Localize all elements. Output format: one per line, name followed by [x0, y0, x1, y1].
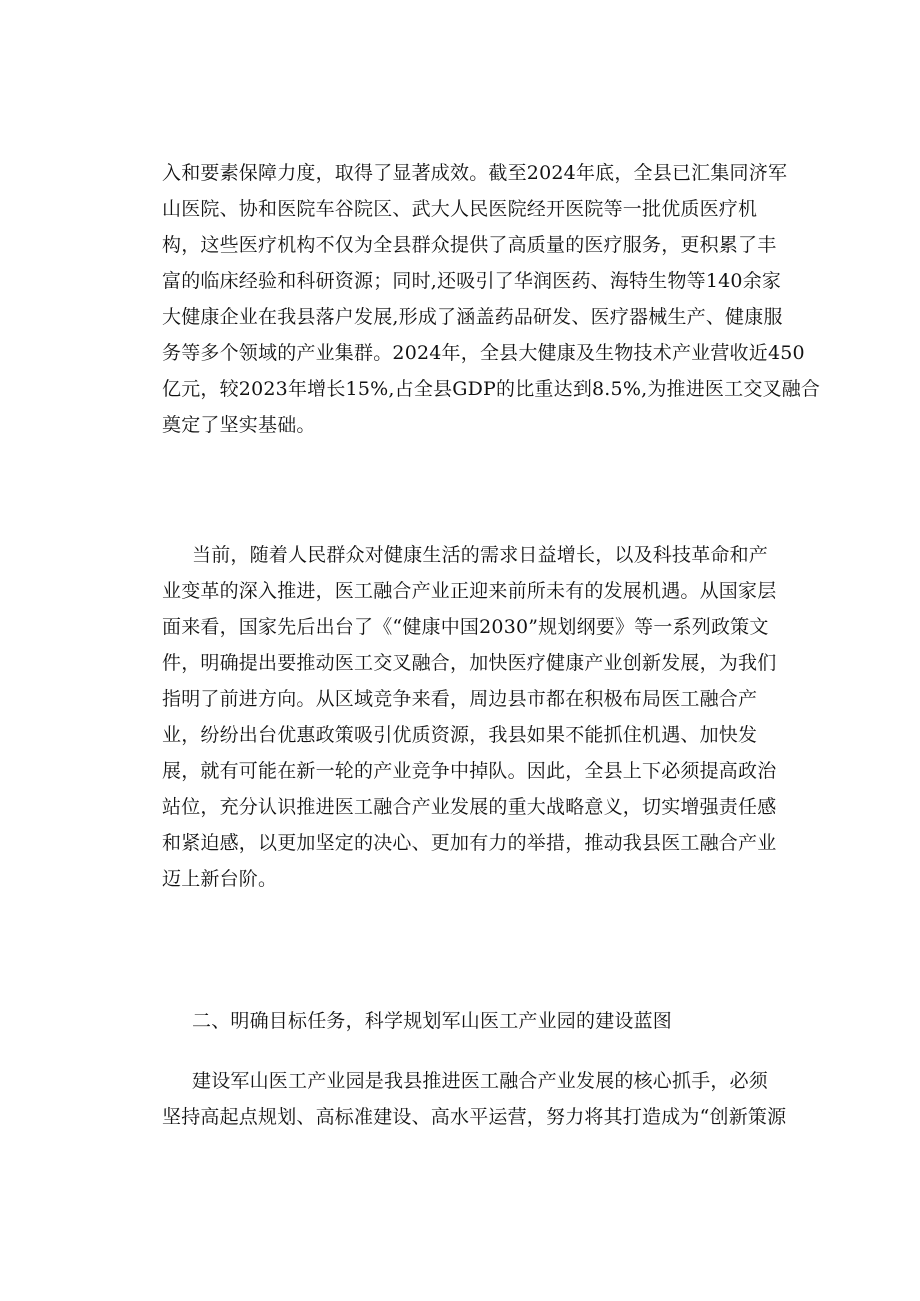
paragraph-line: 大健康企业在我县落户发展,形成了涵盖药品研发、医疗器械生产、健康服 — [162, 306, 783, 328]
paragraph-line: 山医院、协和医院车谷院区、武大人民医院经开医院等一批优质医疗机 — [162, 198, 758, 220]
paragraph-line: 展，就有可能在新一轮的产业竞争中掉队。因此，全县上下必须提高政治 — [162, 760, 777, 782]
paragraph-line: 建设军山医工产业园是我县推进医工融合产业发展的核心抓手，必须 — [192, 1070, 769, 1092]
paragraph-line: 坚持高起点规划、高标准建设、高水平运营，努力将其打造成为“创新策源 — [162, 1106, 787, 1128]
paragraph-line: 和紧迫感，以更加坚定的决心、更加有力的举措，推动我县医工融合产业 — [162, 832, 777, 854]
paragraph-line: 站位，充分认识推进医工融合产业发展的重大战略意义，切实增强责任感 — [162, 796, 777, 818]
paragraph-line: 构，这些医疗机构不仅为全县群众提供了高质量的医疗服务，更积累了丰 — [162, 234, 777, 256]
paragraph-line: 富的临床经验和科研资源；同时,还吸引了华润医药、海特生物等140余家 — [162, 270, 782, 292]
section-heading-2 — [162, 1003, 802, 1039]
paragraph-line: 指明了前进方向。从区域竞争来看，周边县市都在积极布局医工融合产 — [162, 688, 758, 710]
paragraph-line: 亿元，较2023年增长15%,占全县GDP的比重达到8.5%,为推进医工交叉融合 — [162, 378, 821, 400]
paragraph-1 — [162, 155, 821, 443]
paragraph-line: 务等多个领域的产业集群。2024年，全县大健康及生物技术产业营收近450 — [162, 342, 805, 364]
paragraph-line: 入和要素保障力度，取得了显著成效。截至2024年底，全县已汇集同济军 — [162, 162, 788, 184]
paragraph-line: 业变革的深入推进，医工融合产业正迎来前所未有的发展机遇。从国家层 — [162, 580, 777, 602]
paragraph-line: 件，明确提出要推动医工交叉融合，加快医疗健康产业创新发展，为我们 — [162, 652, 777, 674]
section-heading: 二、明确目标任务，科学规划军山医工产业园的建设蓝图 — [192, 1010, 673, 1032]
paragraph-line: 面来看，国家先后出台了《“健康中国2030”规划纲要》等一系列政策文 — [162, 616, 769, 638]
paragraph-2 — [162, 537, 802, 897]
paragraph-line: 迈上新台阶。 — [162, 868, 278, 890]
paragraph-line: 奠定了坚实基础。 — [162, 414, 316, 436]
paragraph-3 — [162, 1063, 802, 1135]
paragraph-line: 当前，随着人民群众对健康生活的需求日益增长，以及科技革命和产 — [192, 544, 769, 566]
paragraph-line: 业，纷纷出台优惠政策吸引优质资源，我县如果不能抓住机遇、加快发 — [162, 724, 758, 746]
